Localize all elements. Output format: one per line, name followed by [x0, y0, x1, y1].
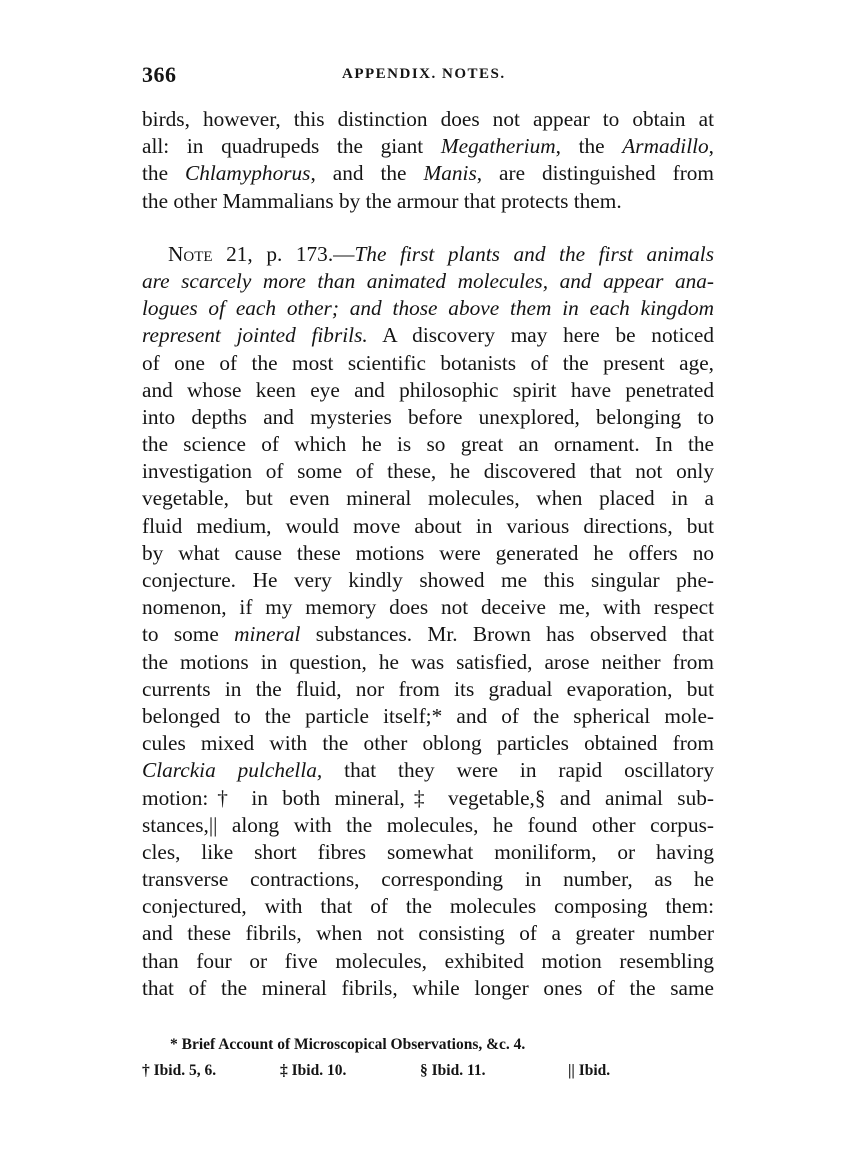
text-line: conjectured, with that of the molecules composing them:: [142, 894, 714, 919]
page-header: [142, 62, 714, 92]
text-line: and whose keen eye and philosophic spirit have penetrated: [142, 377, 714, 402]
text-line: represent jointed fibrils. A discovery may here be noticed: [142, 323, 714, 348]
text-line: nomenon, if my memory does not deceive me, with respect: [142, 595, 714, 620]
body-text: [142, 106, 714, 1002]
running-head: APPENDIX. NOTES.: [342, 66, 506, 82]
note-italic: The first plants and the first animals: [354, 241, 714, 266]
text-line: into depths and mysteries before unexplored, belonging to: [142, 404, 714, 429]
text-line: currents in the fluid, nor from its gradual evaporation, but: [142, 676, 714, 701]
text-line: vegetable, but even mineral molecules, when placed in a: [142, 486, 714, 511]
footnote-row: [142, 1058, 714, 1084]
text-line: that of the mineral fibrils, while longer ones of the same: [142, 975, 714, 1000]
text-line: the Chlamyphorus, and the Manis, are distinguished from: [142, 161, 714, 186]
note-ref: 21, p. 173.—: [212, 241, 355, 266]
text-line: birds, however, this distinction does not appear to obtain at: [142, 107, 714, 131]
text-line: the other Mammalians by the armour that protects them.: [142, 188, 622, 213]
text-line: to some mineral substances. Mr. Brown has observed that: [142, 622, 714, 647]
text-line: and these fibrils, when not consisting of a greater number: [142, 921, 714, 946]
text-line: cules mixed with the other oblong particles obtained from: [142, 731, 714, 756]
text-line: of one of the most scientific botanists of the present age,: [142, 350, 714, 375]
page-number: 366: [142, 62, 177, 87]
footnote: ‡ Ibid. 10.: [280, 1062, 347, 1079]
text-line: cles, like short fibres somewhat moniliform, or having: [142, 839, 714, 864]
text-line: conjecture. He very kindly showed me this singular phe-: [142, 568, 714, 592]
note-heading-line: [142, 241, 714, 268]
text-line: the science of which he is so great an ornament. In the: [142, 432, 714, 457]
text-line: investigation of some of these, he discovered that not only: [142, 459, 714, 484]
text-line: Clarckia pulchella, that they were in rapid oscillatory: [142, 758, 714, 783]
text-line: logues of each other; and those above them in each kingdom: [142, 296, 714, 321]
text-line: by what cause these motions were generated he offers no: [142, 540, 714, 565]
footnote: † Ibid. 5, 6.: [142, 1062, 217, 1079]
text-line: motion:† in both mineral,‡ vegetable,§ and animal sub-: [142, 785, 714, 810]
text-line: all: in quadrupeds the giant Megatherium, the Armadillo,: [142, 134, 714, 159]
text-line: than four or five molecules, exhibited motion resembling: [142, 948, 714, 973]
text-line: stances,|| along with the molecules, he found other corpus-: [142, 812, 714, 837]
text-line: belonged to the particle itself;* and of the spherical mole-: [142, 703, 714, 728]
footnote: || Ibid.: [568, 1062, 611, 1079]
text-line: fluid medium, would move about in various directions, but: [142, 513, 714, 538]
footnote: § Ibid. 11.: [420, 1062, 486, 1079]
text-line: the motions in question, he was satisfied, arose neither from: [142, 649, 714, 674]
text-line: are scarcely more than animated molecules, and appear ana-: [142, 268, 714, 293]
footnotes: [142, 1032, 714, 1084]
footnote: * Brief Account of Microscopical Observations, &c. 4.: [170, 1036, 526, 1053]
note-label: Note: [168, 241, 213, 266]
text-line: transverse contractions, corresponding in number, as he: [142, 867, 714, 892]
